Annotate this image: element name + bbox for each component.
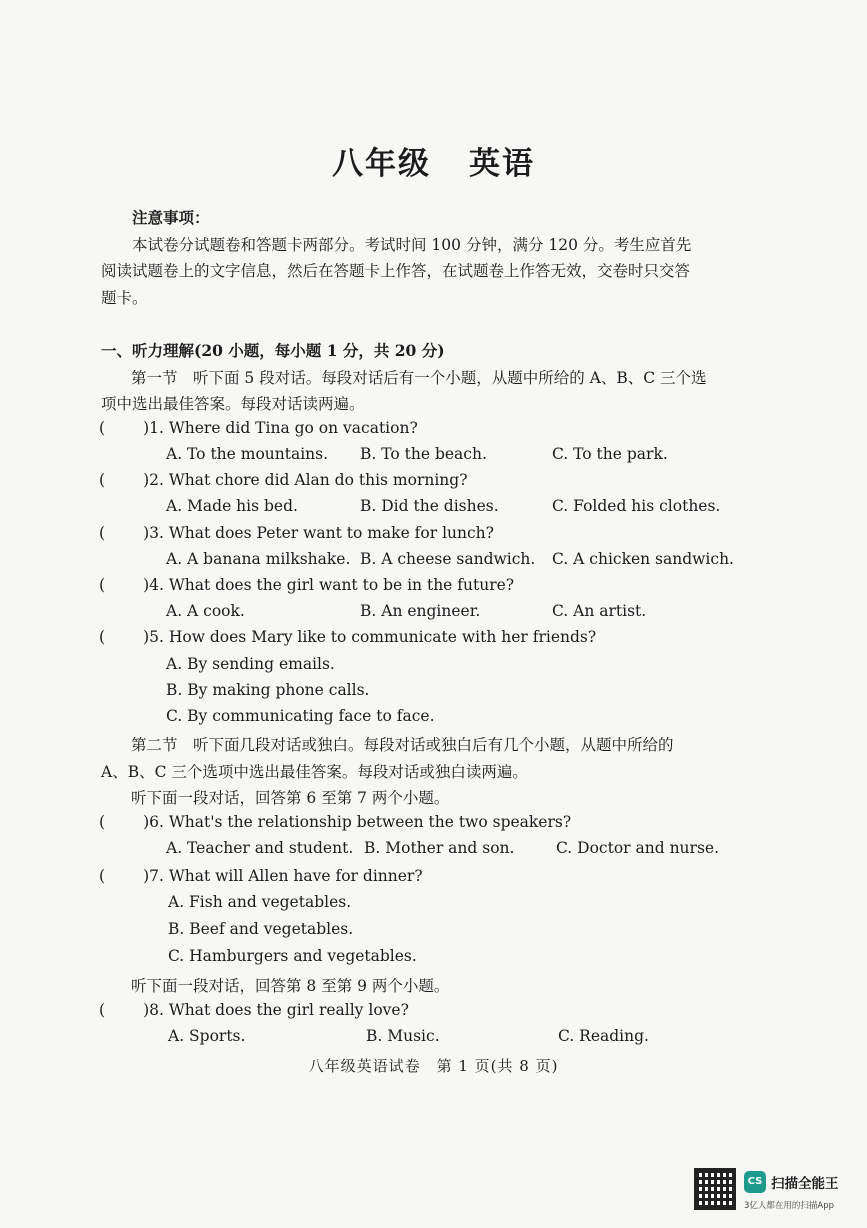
option: C. Reading. <box>558 1027 649 1045</box>
question-stem: 8. What does the girl really love? <box>149 1001 409 1019</box>
option: C. An artist. <box>552 602 647 620</box>
option: A. To the mountains. <box>166 445 329 463</box>
dialogue-instruction: 听下面一段对话，回答第 8 至第 9 两个小题。 <box>131 977 450 995</box>
question-2: ( )2. What chore did Alan do this morning? <box>99 471 468 489</box>
section1-instruction: 第一节 听下面 5 段对话。每段对话后有一个小题，从题中所给的 A、B、C 三个选 <box>131 369 707 387</box>
option: C. Folded his clothes. <box>552 497 721 515</box>
page-footer: 八年级英语试卷 第 1 页(共 8 页) <box>308 1057 559 1075</box>
watermark-tagline: 3亿人都在用的扫描App <box>744 1201 835 1211</box>
section2-instruction: A、B、C 三个选项中选出最佳答案。每段对话或独白读两遍。 <box>101 763 528 781</box>
question-stem: 1. Where did Tina go on vacation? <box>149 419 418 437</box>
notice-line: 本试卷分试题卷和答题卡两部分。考试时间 100 分钟，满分 120 分。考生应首先 <box>132 236 692 254</box>
notice-heading: 注意事项： <box>132 208 210 227</box>
question-7: ( )7. What will Allen have for dinner? <box>99 867 423 885</box>
notice-line: 阅读试题卷上的文字信息，然后在答题卡上作答，在试题卷上作答无效，交卷时只交答 <box>101 262 691 280</box>
option: A. By sending emails. <box>166 655 335 673</box>
option: C. Doctor and nurse. <box>556 839 719 857</box>
question-stem: 4. What does the girl want to be in the future? <box>149 576 515 594</box>
option: C. To the park. <box>552 445 668 463</box>
question-8: ( )8. What does the girl really love? <box>99 1001 409 1019</box>
question-1: ( )1. Where did Tina go on vacation? <box>99 419 418 437</box>
section1-instruction: 项中选出最佳答案。每段对话读两遍。 <box>101 395 365 413</box>
option: A. A cook. <box>166 602 245 620</box>
option: B. To the beach. <box>360 445 487 463</box>
option: B. Mother and son. <box>364 839 515 857</box>
question-stem: 7. What will Allen have for dinner? <box>149 867 423 885</box>
question-6: ( )6. What's the relationship between the two speakers? <box>99 813 572 831</box>
option: C. By communicating face to face. <box>166 707 435 725</box>
question-stem: 6. What's the relationship between the two speakers? <box>149 813 572 831</box>
title-subject: 英语 <box>469 146 535 182</box>
title-grade: 八年级 <box>332 146 431 182</box>
option: C. Hamburgers and vegetables. <box>168 947 417 965</box>
page-title <box>0 138 867 183</box>
question-stem: 5. How does Mary like to communicate with her friends? <box>149 628 597 646</box>
option: B. Music. <box>366 1027 440 1045</box>
option: B. By making phone calls. <box>166 681 370 699</box>
option: B. Did the dishes. <box>360 497 499 515</box>
option: A. Teacher and student. <box>166 839 354 857</box>
part1-heading: 一、听力理解(20 小题，每小题 1 分，共 20 分) <box>101 341 445 360</box>
option: C. A chicken sandwich. <box>552 550 734 568</box>
question-stem: 3. What does Peter want to make for lunch? <box>149 524 494 542</box>
question-5: ( )5. How does Mary like to communicate with her friends? <box>99 628 597 646</box>
option: B. A cheese sandwich. <box>360 550 536 568</box>
camscanner-logo-icon: CS <box>744 1171 766 1193</box>
question-3: ( )3. What does Peter want to make for lunch? <box>99 524 494 542</box>
question-stem: 2. What chore did Alan do this morning? <box>149 471 468 489</box>
option: A. Sports. <box>168 1027 246 1045</box>
option: A. A banana milkshake. <box>166 550 351 568</box>
section2-instruction: 第二节 听下面几段对话或独白。每段对话或独白后有几个小题，从题中所给的 <box>131 736 674 754</box>
option: B. Beef and vegetables. <box>168 920 354 938</box>
watermark-app-name: 扫描全能王 <box>771 1176 839 1192</box>
qr-code-icon <box>694 1168 736 1210</box>
notice-line: 题卡。 <box>101 289 148 307</box>
option: A. Made his bed. <box>166 497 298 515</box>
option: B. An engineer. <box>360 602 481 620</box>
option: A. Fish and vegetables. <box>168 893 352 911</box>
dialogue-instruction: 听下面一段对话，回答第 6 至第 7 两个小题。 <box>131 789 450 807</box>
question-4: ( )4. What does the girl want to be in the future? <box>99 576 515 594</box>
